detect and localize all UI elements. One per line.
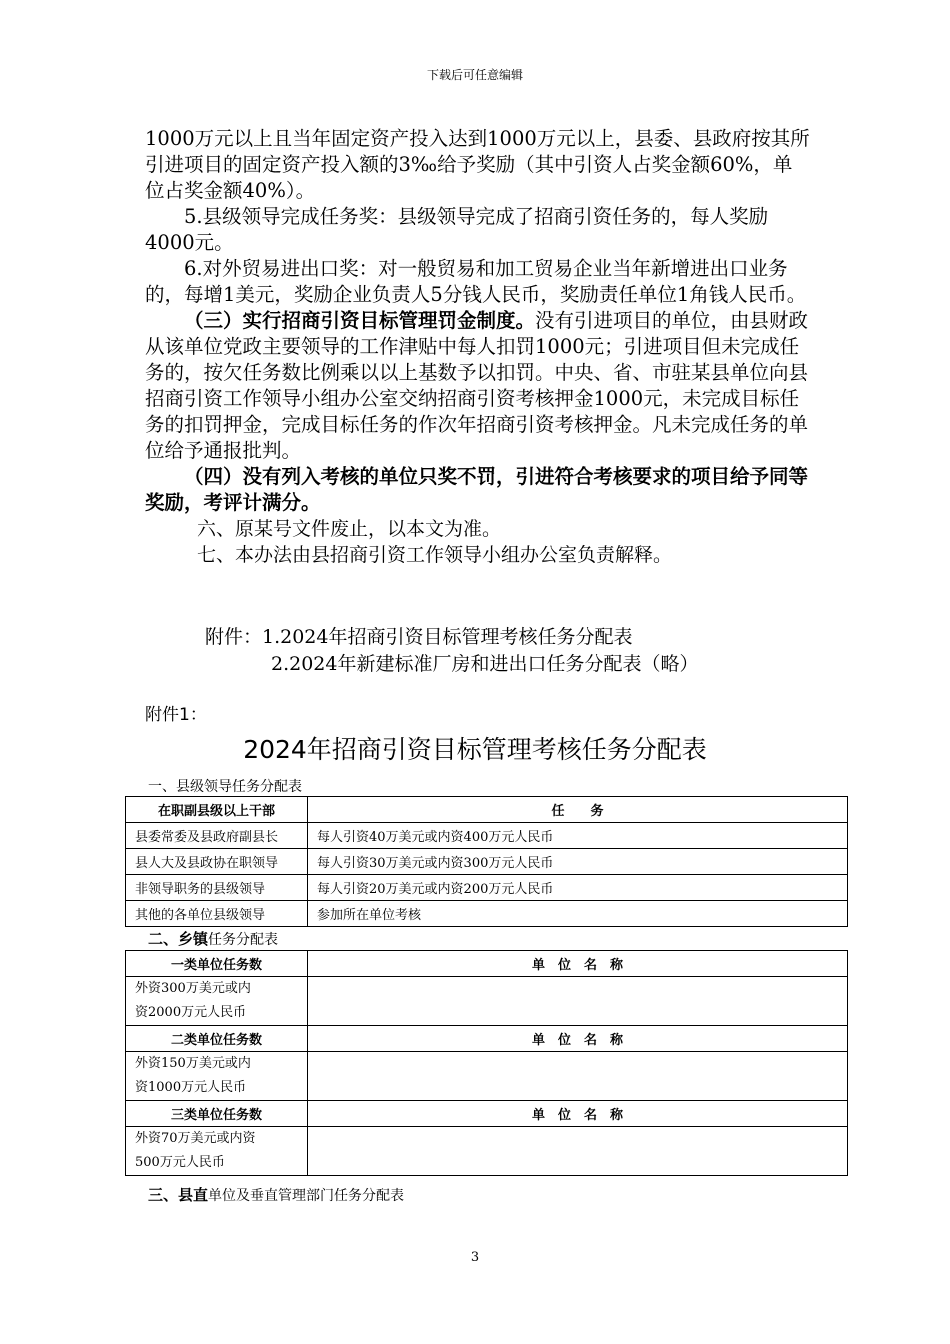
paragraph-4-bold: （三）实行招商引资目标管理罚金制度。 [184, 309, 536, 332]
section-3-heading-rest: 单位及垂直管理部门任务分配表 [208, 1188, 405, 1204]
unit-cell [308, 977, 848, 1026]
leaders-table [125, 796, 848, 927]
table-cell: 非领导职务的县级领导 [126, 875, 308, 901]
table-header-row [126, 1101, 848, 1127]
task-line: 资2000万元人民币 [135, 1005, 247, 1020]
column-header: 在职副县级以上干部 [126, 797, 308, 823]
table-row [126, 1127, 848, 1176]
towns-table [125, 950, 848, 1176]
body-text [145, 126, 810, 568]
group-header: 三类单位任务数 [126, 1101, 308, 1127]
table-row [126, 901, 848, 927]
paragraph-4-rest: 没有引进项目的单位，由县财政从该单位党政主要领导的工作津贴中每人扣罚1000元；引进项目但未完成任务的，按欠任务数比例乘以以上基数予以扣罚。中央、省、市驻某县单位向县招商引资工作领导小组办公室交纳招商引资考核押金1000元，未完成目标任务的扣罚押金，完成目标任务的作次年招商引资考核押金。凡未完成任务的单位给予通报批判。 [145, 309, 809, 462]
attachment-line-1: 附件：1.2024年招商引资目标管理考核任务分配表 [205, 626, 633, 648]
table-header-row [126, 1026, 848, 1052]
task-line: 外资70万美元或内资 [135, 1131, 256, 1146]
attachment-list [205, 624, 698, 678]
section-1-heading: 一、县级领导任务分配表 [148, 779, 302, 795]
table-cell: 其他的各单位县级领导 [126, 901, 308, 927]
section-2-heading-bold: 二、乡镇 [148, 930, 209, 948]
table-header-row [126, 951, 848, 977]
task-line: 外资300万美元或内 [135, 981, 251, 996]
section-6: 六、原某号文件废止，以本文为准。 [197, 518, 502, 540]
table-cell: 每人引资30万美元或内资300万元人民币 [308, 849, 848, 875]
paragraph-3: 6.对外贸易进出口奖：对一般贸易和加工贸易企业当年新增进出口业务的，每增1美元，奖励企业负责人5分钱人民币，奖励责任单位1角钱人民币。 [145, 257, 807, 306]
group-header: 二类单位任务数 [126, 1026, 308, 1052]
table-cell: 县委常委及县政府副县长 [126, 823, 308, 849]
column-header: 任 务 [308, 797, 848, 823]
table-row [126, 849, 848, 875]
section-3-heading [148, 1184, 404, 1205]
unit-cell [308, 1127, 848, 1176]
page-number: 3 [470, 1250, 480, 1265]
section-7: 七、本办法由县招商引资工作领导小组办公室负责解释。 [197, 544, 673, 566]
table-cell: 县人大及县政协在职领导 [126, 849, 308, 875]
paragraph-2: 5.县级领导完成任务奖：县级领导完成了招商引资任务的，每人奖励4000元。 [145, 205, 769, 254]
section-3-heading-bold: 三、县直 [148, 1186, 209, 1204]
header-note: 下载后可任意编辑 [426, 68, 523, 82]
task-cell [126, 1127, 308, 1176]
section-2-heading [148, 928, 278, 949]
task-cell [126, 1052, 308, 1101]
attachment-label: 附件1： [145, 705, 207, 725]
attachment-line-2: 2.2024年新建标准厂房和进出口任务分配表（略） [271, 653, 699, 675]
unit-name-header: 单 位 名 称 [308, 951, 848, 977]
task-line: 资1000万元人民币 [135, 1080, 247, 1095]
task-line: 500万元人民币 [135, 1155, 225, 1170]
table-cell: 每人引资20万美元或内资200万元人民币 [308, 875, 848, 901]
table-row [126, 977, 848, 1026]
table-row [126, 875, 848, 901]
paragraph-5: （四）没有列入考核的单位只奖不罚，引进符合考核要求的项目给予同等奖励，考评计满分。 [145, 465, 809, 514]
unit-name-header: 单 位 名 称 [308, 1026, 848, 1052]
table-row [126, 1052, 848, 1101]
table-row [126, 823, 848, 849]
section-2-heading-rest: 任务分配表 [208, 932, 279, 948]
paragraph-1: 1000万元以上且当年固定资产投入达到1000万元以上，县委、县政府按其所引进项目的固定资产投入额的3‰给予奖励（其中引资人占奖金额60%，单位占奖金额40%）。 [145, 127, 810, 202]
table-cell: 参加所在单位考核 [308, 901, 848, 927]
unit-name-header: 单 位 名 称 [308, 1101, 848, 1127]
table-cell: 每人引资40万美元或内资400万元人民币 [308, 823, 848, 849]
paragraph-4 [145, 308, 810, 464]
task-cell [126, 977, 308, 1026]
group-header: 一类单位任务数 [126, 951, 308, 977]
task-line: 外资150万美元或内 [135, 1056, 251, 1071]
table-header-row [126, 797, 848, 823]
unit-cell [308, 1052, 848, 1101]
table-title: 2024年招商引资目标管理考核任务分配表 [243, 735, 707, 764]
